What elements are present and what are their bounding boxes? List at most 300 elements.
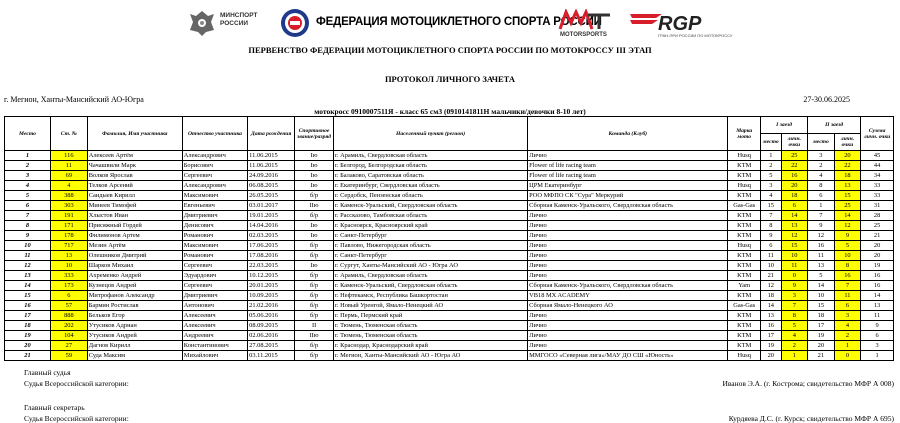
cell-number: 6 [50,291,87,301]
cell-city: г. Каменск-Уральский, Свердловская область [333,281,527,291]
cell-team: Лично [528,311,728,321]
cell-bike: KTM [728,211,761,221]
cell-race2-pos: 2 [808,161,835,171]
cell-rank: б/р [295,191,334,201]
cell-race1-pts: 9 [781,281,808,291]
cell-place: 3 [5,171,51,181]
cell-rank: б/р [295,281,334,291]
cell-race1-pos: 1 [761,151,781,161]
cell-place: 5 [5,191,51,201]
cell-race1-pts: 4 [781,331,808,341]
cell-race2-pts: 16 [834,271,861,281]
table-row [5,291,894,301]
cell-race2-pos: 9 [808,221,835,231]
cell-race1-pts: 16 [781,171,808,181]
cell-patronymic: Алексеевич [182,321,247,331]
cell-race1-pos: 17 [761,331,781,341]
cell-race2-pos: 11 [808,251,835,261]
cell-race1-pts: 8 [781,311,808,321]
cell-race1-pos: 14 [761,301,781,311]
cell-rank: Iю [295,171,334,181]
cell-city: г. Мегион, Ханты-Мансийский АО - Югра АО [333,351,527,361]
cell-bike: KTM [728,331,761,341]
cell-patronymic: Максимович [182,191,247,201]
cell-name: Алексеев Артём [87,151,182,161]
cell-total: 19 [861,261,894,271]
cell-total: 21 [861,231,894,241]
cell-rank: б/р [295,291,334,301]
cell-bike: Husq [728,181,761,191]
col-dob: Дата рождения [248,117,295,151]
cell-total: 9 [861,321,894,331]
cell-place: 15 [5,291,51,301]
cell-city: г. Сургут, Ханты-Мансийский АО - Югра АО [333,261,527,271]
cell-team: ММГОСО «Северная лига»/МАУ ДО СШ «Юность» [528,351,728,361]
cell-name: Митрофанов Александр [87,291,182,301]
cell-city: г. Санкт-Петербург [333,231,527,241]
secretary-title: Главный секретарь [24,403,85,412]
cell-race2-pos: 15 [808,301,835,311]
cell-patronymic: Антонович [182,301,247,311]
cell-race2-pts: 14 [834,211,861,221]
cell-bike: KTM [728,311,761,321]
cell-total: 33 [861,181,894,191]
cell-dob: 17.06.2015 [248,241,295,251]
cell-race2-pos: 4 [808,171,835,181]
cell-number: 888 [50,311,87,321]
rgp-text: RGP [658,13,702,35]
cell-place: 13 [5,271,51,281]
cell-name: Минеев Тимофей [87,201,182,211]
cell-patronymic: Романович [182,231,247,241]
cell-race1-pts: 10 [781,251,808,261]
cell-race2-pos: 13 [808,261,835,271]
cell-dob: 02.06.2016 [248,331,295,341]
cell-rank: б/р [295,341,334,351]
cell-number: 717 [50,241,87,251]
cell-place: 9 [5,231,51,241]
cell-race1-pos: 21 [761,271,781,281]
cell-team: VB18 MX ACADEMY [528,291,728,301]
col-place: Место [5,117,51,151]
cell-dob: 26.05.2015 [248,191,295,201]
cell-race2-pts: 10 [834,251,861,261]
cell-bike: KTM [728,291,761,301]
cell-race2-pts: 12 [834,221,861,231]
cell-patronymic: Денисович [182,221,247,231]
cell-patronymic: Романович [182,251,247,261]
cell-rank: б/р [295,211,334,221]
cell-team: Лично [528,211,728,221]
cell-race2-pts: 3 [834,311,861,321]
cell-race2-pos: 17 [808,321,835,331]
cell-race2-pos: 14 [808,281,835,291]
cell-team: Flower of life racing team [528,171,728,181]
cell-place: 21 [5,351,51,361]
col-name: Фамилия, Имя участника [87,117,182,151]
cell-race1-pts: 6 [781,201,808,211]
cell-city: г. Павлово, Нижегородская область [333,241,527,251]
cell-total: 16 [861,271,894,281]
cell-dob: 03.01.2017 [248,201,295,211]
cell-number: 4 [50,181,87,191]
cell-race1-pos: 11 [761,251,781,261]
cell-team: Лично [528,271,728,281]
cell-patronymic: Михайлович [182,351,247,361]
cell-patronymic: Евгеньевич [182,201,247,211]
cell-name: Утусиков Андрей [87,331,182,341]
cell-patronymic: Александрович [182,151,247,161]
table-row [5,221,894,231]
cell-race1-pts: 15 [781,241,808,251]
cell-race1-pts: 18 [781,191,808,201]
cell-race1-pos: 7 [761,211,781,221]
cell-total: 25 [861,221,894,231]
cell-patronymic: Дмитриевич [182,211,247,221]
cell-dob: 24.09.2016 [248,171,295,181]
col-race2-pos: место [808,134,835,151]
cell-name: Волков Ярослав [87,171,182,181]
cell-dob: 14.04.2016 [248,221,295,231]
cell-race1-pos: 3 [761,181,781,191]
cell-race1-pos: 8 [761,221,781,231]
cell-team: Сборная Каменск-Уральского, Свердловская область [528,201,728,211]
cell-number: 10 [50,261,87,271]
cell-number: 171 [50,221,87,231]
col-rank: Спортивное звание/разряд [295,117,334,151]
cell-number: 178 [50,231,87,241]
cell-name: Дагнов Кирилл [87,341,182,351]
cell-rank: Iю [295,181,334,191]
cell-race1-pts: 25 [781,151,808,161]
cell-total: 20 [861,241,894,251]
cell-city: г. Екатеринбург, Свердловская область [333,181,527,191]
cell-dob: 11.06.2015 [248,151,295,161]
cell-race1-pos: 20 [761,351,781,361]
cell-total: 31 [861,201,894,211]
cell-team: Лично [528,251,728,261]
cell-rank: б/р [295,241,334,251]
cell-team: Лично [528,241,728,251]
cell-race2-pos: 5 [808,271,835,281]
cell-patronymic: Сергеевич [182,261,247,271]
results-body [5,151,894,361]
cell-bike: KTM [728,261,761,271]
cell-race2-pos: 1 [808,201,835,211]
cell-city: г. Санкт-Петербург [333,251,527,261]
cell-bike: KTM [728,171,761,181]
cell-race1-pts: 5 [781,321,808,331]
cell-rank: б/р [295,251,334,261]
protocol-title: ПРОТОКОЛ ЛИЧНОГО ЗАЧЕТА [384,74,516,84]
cell-bike: KTM [728,191,761,201]
cell-total: 44 [861,161,894,171]
judge-title: Главный судья [24,368,71,377]
cell-name: Хлыстов Иван [87,211,182,221]
cell-race1-pts: 0 [781,271,808,281]
cell-place: 18 [5,321,51,331]
cell-dob: 10.12.2015 [248,271,295,281]
cell-bike: KTM [728,341,761,351]
cell-total: 20 [861,251,894,261]
cell-number: 11 [50,161,87,171]
cell-team: Лично [528,151,728,161]
cell-number: 333 [50,271,87,281]
table-row [5,181,894,191]
cell-team: Flower of life racing team [528,161,728,171]
cell-name: Присяжный Гордей [87,221,182,231]
cell-number: 27 [50,341,87,351]
cell-place: 1 [5,151,51,161]
cell-dob: 22.03.2015 [248,261,295,271]
cell-place: 20 [5,341,51,351]
cell-patronymic: Борисович [182,161,247,171]
cell-city: г. Пермь, Пермский край [333,311,527,321]
cell-number: 202 [50,321,87,331]
cell-race2-pos: 12 [808,231,835,241]
cell-number: 57 [50,301,87,311]
col-total: Сумма личн. очки [861,117,894,151]
cell-race2-pts: 22 [834,161,861,171]
col-team: Команда (Клуб) [528,117,728,151]
cell-place: 7 [5,211,51,221]
cell-team: Лично [528,221,728,231]
cell-city: г. Арамиль, Свердловская область [333,271,527,281]
table-row [5,261,894,271]
cell-place: 19 [5,331,51,341]
cell-race2-pts: 11 [834,291,861,301]
cell-total: 6 [861,331,894,341]
cell-total: 13 [861,301,894,311]
cell-dob: 21.02.2016 [248,301,295,311]
cell-team: Лично [528,261,728,271]
cell-dob: 27.08.2015 [248,341,295,351]
cell-dob: 08.09.2015 [248,321,295,331]
table-row [5,231,894,241]
cell-city: г. Тюмень, Тюменская область [333,321,527,331]
cell-number: 13 [50,251,87,261]
cell-place: 4 [5,181,51,191]
cell-race2-pts: 20 [834,151,861,161]
federation-logo-text: ФЕДЕРАЦИЯ МОТОЦИКЛЕТНОГО СПОРТА РОССИИ [316,16,602,28]
secretary-name: Курдяева Д.С. (г. Курск; свидетельство МФР А 695) [728,414,894,423]
judge-category: Судья Всероссийской категории: [24,379,129,388]
cell-race1-pos: 2 [761,161,781,171]
cell-race1-pos: 4 [761,191,781,201]
cell-place: 16 [5,301,51,311]
table-row [5,151,894,161]
cell-rank: Iю [295,261,334,271]
table-row [5,301,894,311]
cell-race1-pts: 11 [781,261,808,271]
cell-place: 10 [5,241,51,251]
col-race1: I заезд [761,117,808,134]
cell-race2-pts: 15 [834,191,861,201]
cell-race2-pts: 4 [834,321,861,331]
minsport-line-2: РОССИИ [220,20,249,27]
cell-team: Лично [528,331,728,341]
cell-total: 11 [861,311,894,321]
cell-bike: Gas-Gas [728,301,761,311]
cell-place: 2 [5,161,51,171]
cell-race1-pos: 13 [761,311,781,321]
col-race1-pts: личн. очки [781,134,808,151]
cell-race2-pts: 7 [834,281,861,291]
cell-bike: KTM [728,231,761,241]
cell-race2-pts: 2 [834,331,861,341]
cell-race1-pos: 5 [761,171,781,181]
cell-total: 28 [861,211,894,221]
cell-race1-pts: 14 [781,211,808,221]
cell-bike: KTM [728,251,761,261]
col-city: Населенный пункт (регион) [333,117,527,151]
cell-race1-pts: 22 [781,161,808,171]
cell-name: Бармин Ростислав [87,301,182,311]
cell-dob: 10.09.2015 [248,291,295,301]
rgp-logo [628,10,740,38]
cell-name: Бельков Егор [87,311,182,321]
cell-total: 1 [861,351,894,361]
cell-bike: Husq [728,351,761,361]
rgp-subtitle: ГРАН-ПРИ РОССИИ ПО МОТОКРОССУ [658,33,733,38]
cell-race1-pos: 12 [761,281,781,291]
cell-patronymic: Дмитриевич [182,291,247,301]
cell-number: 173 [50,281,87,291]
class-line: мотокросс 0910007511Я - класс 65 см3 (0910141811Н мальчики/девочки 8-10 лет) [314,107,586,116]
cell-race2-pos: 7 [808,211,835,221]
cell-city: г. Нефтекамск, Республика Башкортостан [333,291,527,301]
cell-patronymic: Александрович [182,181,247,191]
cell-patronymic: Максимович [182,241,247,251]
cell-place: 8 [5,221,51,231]
col-race2-pts: личн. очки [834,134,861,151]
cell-dob: 05.06.2016 [248,311,295,321]
cell-race1-pts: 13 [781,221,808,231]
event-date: 27-30.06.2025 [803,95,850,104]
cell-name: Чачашвили Марк [87,161,182,171]
cell-total: 45 [861,151,894,161]
cell-rank: II [295,321,334,331]
cell-rank: Iю [295,221,334,231]
cell-dob: 19.01.2015 [248,211,295,221]
cell-place: 12 [5,261,51,271]
cell-name: Мезин Артём [87,241,182,251]
cell-city: г. Белгород, Белгородская область [333,161,527,171]
cell-dob: 17.08.2016 [248,251,295,261]
logo-strip [188,6,748,40]
cell-city: г. Тюмень, Тюменская область [333,331,527,341]
cell-city: г. Новый Уренгой, Ямало-Ненецкий АО [333,301,527,311]
cell-bike: Yam [728,281,761,291]
minsport-logo-text [220,12,257,28]
cell-patronymic: Эдуардович [182,271,247,281]
col-race2: II заезд [808,117,861,134]
cell-name: Шарков Михаил [87,261,182,271]
cell-race1-pos: 15 [761,201,781,211]
table-row [5,271,894,281]
cell-race2-pos: 18 [808,311,835,321]
cell-race2-pos: 3 [808,151,835,161]
cell-name: Суда Максим [87,351,182,361]
col-patronymic: Отчество участника [182,117,247,151]
russian-emblem-icon [188,8,216,38]
cell-bike: Husq [728,151,761,161]
cell-name: Саидыев Кирилл [87,191,182,201]
cell-number: 104 [50,331,87,341]
cell-name: Утусиков Адриан [87,321,182,331]
cell-name: Телков Арсений [87,181,182,191]
cell-race1-pts: 1 [781,351,808,361]
cell-bike: Husq [728,241,761,251]
cell-dob: 06.08.2015 [248,181,295,191]
cell-race2-pos: 6 [808,191,835,201]
table-row [5,281,894,291]
cell-number: 303 [50,201,87,211]
cell-city: г. Балаково, Саратовская область [333,171,527,181]
cell-number: 59 [50,351,87,361]
cell-race2-pts: 8 [834,261,861,271]
cell-race1-pos: 18 [761,291,781,301]
cell-race2-pos: 20 [808,341,835,351]
table-row [5,161,894,171]
event-title: ПЕРВЕНСТВО ФЕДЕРАЦИИ МОТОЦИКЛЕТНОГО СПОРТА РОССИИ ПО МОТОКРОССУ III ЭТАП [248,45,652,55]
cell-patronymic: Андреевич [182,331,247,341]
cell-bike: Gas-Gas [728,201,761,211]
fmr-emblem-icon [280,8,310,38]
table-row [5,171,894,181]
cell-rank: б/р [295,351,334,361]
cell-rank: Iю [295,151,334,161]
col-bike: Марка мото [728,117,761,151]
cell-race2-pos: 10 [808,291,835,301]
cell-rank: б/р [295,311,334,321]
table-row [5,331,894,341]
cell-total: 3 [861,341,894,351]
cell-city: г. Арамиль, Свердловская область [333,151,527,161]
cell-race2-pos: 16 [808,241,835,251]
cell-race1-pos: 9 [761,231,781,241]
cell-rank: IIю [295,331,334,341]
cell-rank: Iю [295,231,334,241]
table-row [5,201,894,211]
cell-race2-pts: 13 [834,181,861,191]
cell-city: г. Сердобск, Пензенская область [333,191,527,201]
cell-bike: KTM [728,321,761,331]
cell-name: Кузнецов Андрей [87,281,182,291]
cell-race2-pos: 8 [808,181,835,191]
col-race1-pos: место [761,134,781,151]
col-number: Ст. № [50,117,87,151]
cell-total: 33 [861,191,894,201]
cell-race1-pos: 10 [761,261,781,271]
cell-team: Сборная Каменск-Уральского, Свердловская область [528,281,728,291]
table-row [5,341,894,351]
cell-name: Филимонов Артем [87,231,182,241]
cell-name: Ахременко Андрей [87,271,182,281]
cell-team: ЦРМ Екатеринбург [528,181,728,191]
judge-name: Иванов Э.А. (г. Кострома; свидетельство МФР А 008) [722,379,894,388]
cell-team: Лично [528,231,728,241]
cell-place: 17 [5,311,51,321]
cell-race1-pos: 19 [761,341,781,351]
cell-city: г. Рассказово, Тамбовская область [333,211,527,221]
table-row [5,241,894,251]
cell-number: 116 [50,151,87,161]
cell-race2-pos: 19 [808,331,835,341]
cell-race1-pts: 7 [781,301,808,311]
cell-race2-pts: 1 [834,341,861,351]
cell-dob: 11.06.2015 [248,161,295,171]
